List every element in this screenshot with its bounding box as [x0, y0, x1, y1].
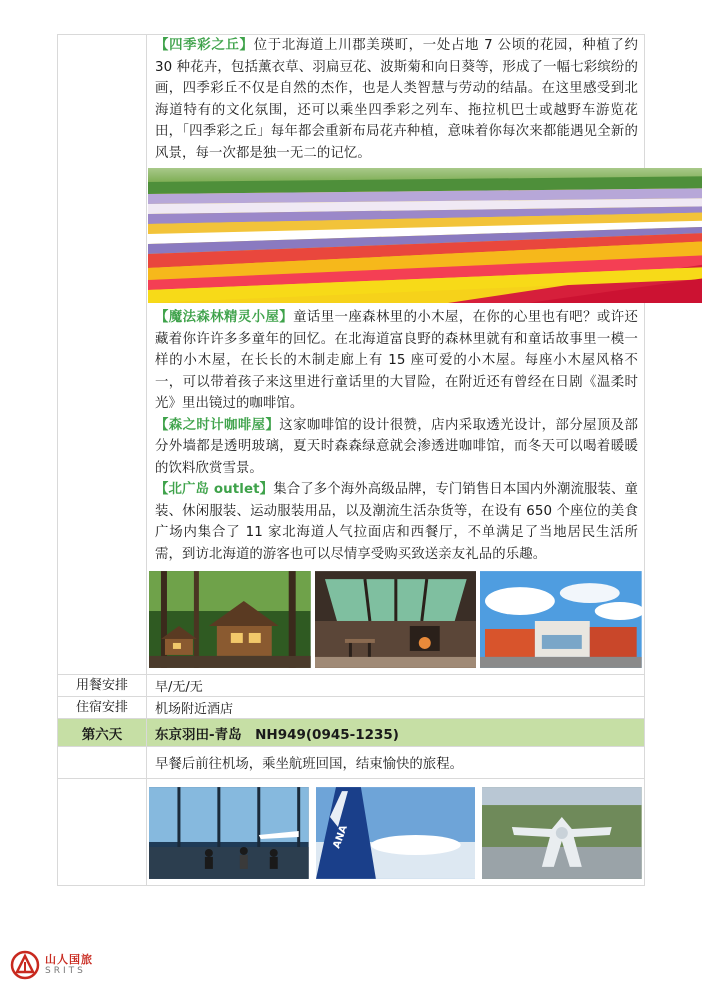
logo-name-en: SRITS [45, 966, 86, 976]
attractions-cell [147, 35, 645, 675]
section-text: 集合了多个海外高级品牌，专门销售日本国内外潮流服装、童装、休闲服装、运动服装用品，以及潮流生活杂货等，在设有 650 个座位的美食广场内集合了 11 家北海道人气拉面店和西餐厅，不单满足了当地居民生活所需，到访北海道的游客也可以尽情享受购买致送亲友礼品的乐趣。 [155, 482, 638, 562]
airport-aerial-photo [482, 787, 642, 879]
hotel-value: 机场附近酒店 [147, 697, 645, 719]
meals-label: 用餐安排 [58, 675, 147, 697]
day-six-label: 第六天 [58, 719, 147, 747]
meals-value: 早/无/无 [147, 675, 645, 697]
company-logo [10, 950, 93, 980]
svg-text:ANA: ANA [331, 823, 350, 850]
cafe-interior-photo [315, 571, 477, 668]
hotel-label: 住宿安排 [58, 697, 147, 719]
section-text: 这家咖啡馆的设计很赞，店内采取透光设计，部分屋顶及部分外墙都是透明玻璃，夏天时森森绿意就会渗透进咖啡馆，而冬天可以喝着暖暖的饮料欣赏雪景。 [155, 417, 638, 476]
section-title: 【魔法森林精灵小屋】 [155, 310, 294, 325]
section-text: 童话里一座森林里的小木屋，在你的心里也有吧？或许还藏着你许许多多童年的回忆。在北海道富良野的森林里就有和童话故事里一模一样的小木屋，在长长的木制走廊上有 15 座可爱的小木屋。每座小木屋风格不一，可以带着孩子来这里进行童话里的大冒险，在附近还有曾经在日剧《温柔时光》里出镜过的咖啡馆。 [155, 310, 639, 411]
outlet-building-photo [480, 571, 642, 668]
logo-name-cn: 山人国旅 [45, 953, 93, 966]
left-column-empty [58, 747, 147, 779]
section-text: 位于北海道上川郡美瑛町，一处占地 7 公顷的花园，种植了约 30 种花卉，包括薰衣草、羽扁豆花、波斯菊和向日葵等，形成了一幅七彩缤纷的画，四季彩丘不仅是自然的杰作，也是人类智慧与劳动的结晶。在这里感受到北海道特有的文化氛围，还可以乘坐四季彩之列车、拖拉机巴士或越野车游览花田，「四季彩之丘」每年都会重新布局花卉种植，意味着你每次来都能遇见全新的风景，每一次都是独一无二的记忆。 [155, 38, 638, 161]
forest-cabin-photo [149, 571, 311, 668]
flower-field-photo [148, 168, 702, 303]
left-column-empty [58, 779, 147, 886]
ana-wing-photo [316, 787, 476, 879]
day-six-route: 东京羽田-青岛 NH949(0945-1235) [147, 719, 645, 747]
section-forest-clock-cafe [155, 415, 638, 480]
section-fairy-cabin [155, 307, 638, 415]
attraction-photo-row [149, 571, 642, 668]
logo-mark-icon [10, 950, 40, 980]
day-six-description: 早餐后前往机场，乘坐航班回国，结束愉快的旅程。 [147, 747, 645, 779]
itinerary-table [57, 34, 645, 886]
section-title: 【四季彩之丘】 [155, 38, 254, 53]
airport-lounge-photo [149, 787, 309, 879]
airport-photo-row [149, 787, 642, 879]
left-column-empty [58, 35, 147, 675]
section-kitahiroshima-outlet [155, 479, 638, 565]
airport-photos-cell [147, 779, 645, 886]
section-title: 【森之时计咖啡屋】 [155, 417, 280, 433]
section-shikisai [155, 35, 638, 164]
section-title: 【北广岛 outlet】 [155, 482, 274, 497]
